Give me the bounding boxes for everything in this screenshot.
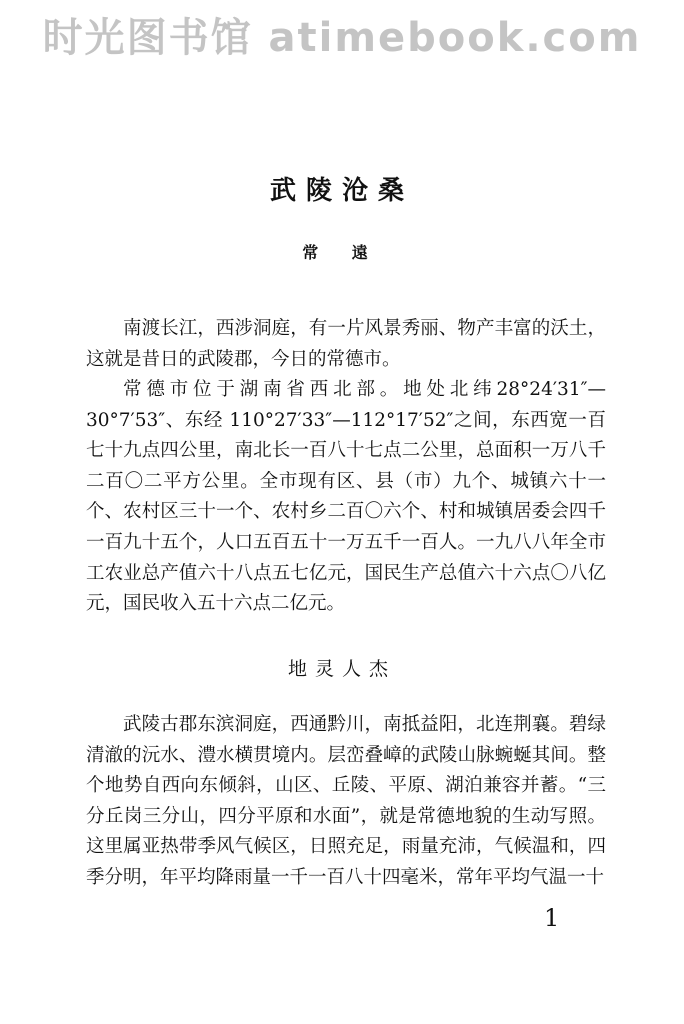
paragraph-intro: 南渡长江，西涉洞庭，有一片风景秀丽、物产丰富的沃土，这就是昔日的武陵郡，今日的常德市。 <box>86 318 606 370</box>
paragraph-geography: 武陵古郡东滨洞庭，西通黔川，南抵益阳，北连荆襄。碧绿清澈的沅水、澧水横贯境内。层峦叠嶂的武陵山脉蜿蜒其间。整个地势自西向东倾斜，山区、丘陵、平原、湖泊兼容并蓄。“三分丘岗三分山，四分平原和水面”，就是常德地貌的生动写照。这里属亚热带季风气候区，日照充足，雨量充沛，气候温和，四季分明，年平均降雨量一千一百八十四毫米，常年平均气温一十 <box>86 714 606 888</box>
article-author: 常 遠 <box>302 243 382 262</box>
watermark-text: 时光图书馆 atimebook.com <box>42 15 642 61</box>
article-title: 武陵沧桑 <box>269 176 414 206</box>
page-number: 1 <box>544 904 560 932</box>
section-heading: 地灵人杰 <box>287 658 396 680</box>
paragraph-statistics: 常德市位于湖南省西北部。地处北纬28°24′31″—30°7′53″、东经 110°27′33″—112°17′52″之间，东西宽一百七十九点四公里，南北长一百八十七点二公里，总面积一万八千二百〇二平方公里。全市现有区、县（市）九个、城镇六十一个、农村区三十一个、农村乡二百〇六个、村和城镇居委会四千一百九十五个，人口五百五十一万五千一百人。一九八八年全市工农业总产值六十八点五七亿元，国民生产总值六十六点〇八亿元，国民收入五十六点二亿元。 <box>86 379 606 615</box>
